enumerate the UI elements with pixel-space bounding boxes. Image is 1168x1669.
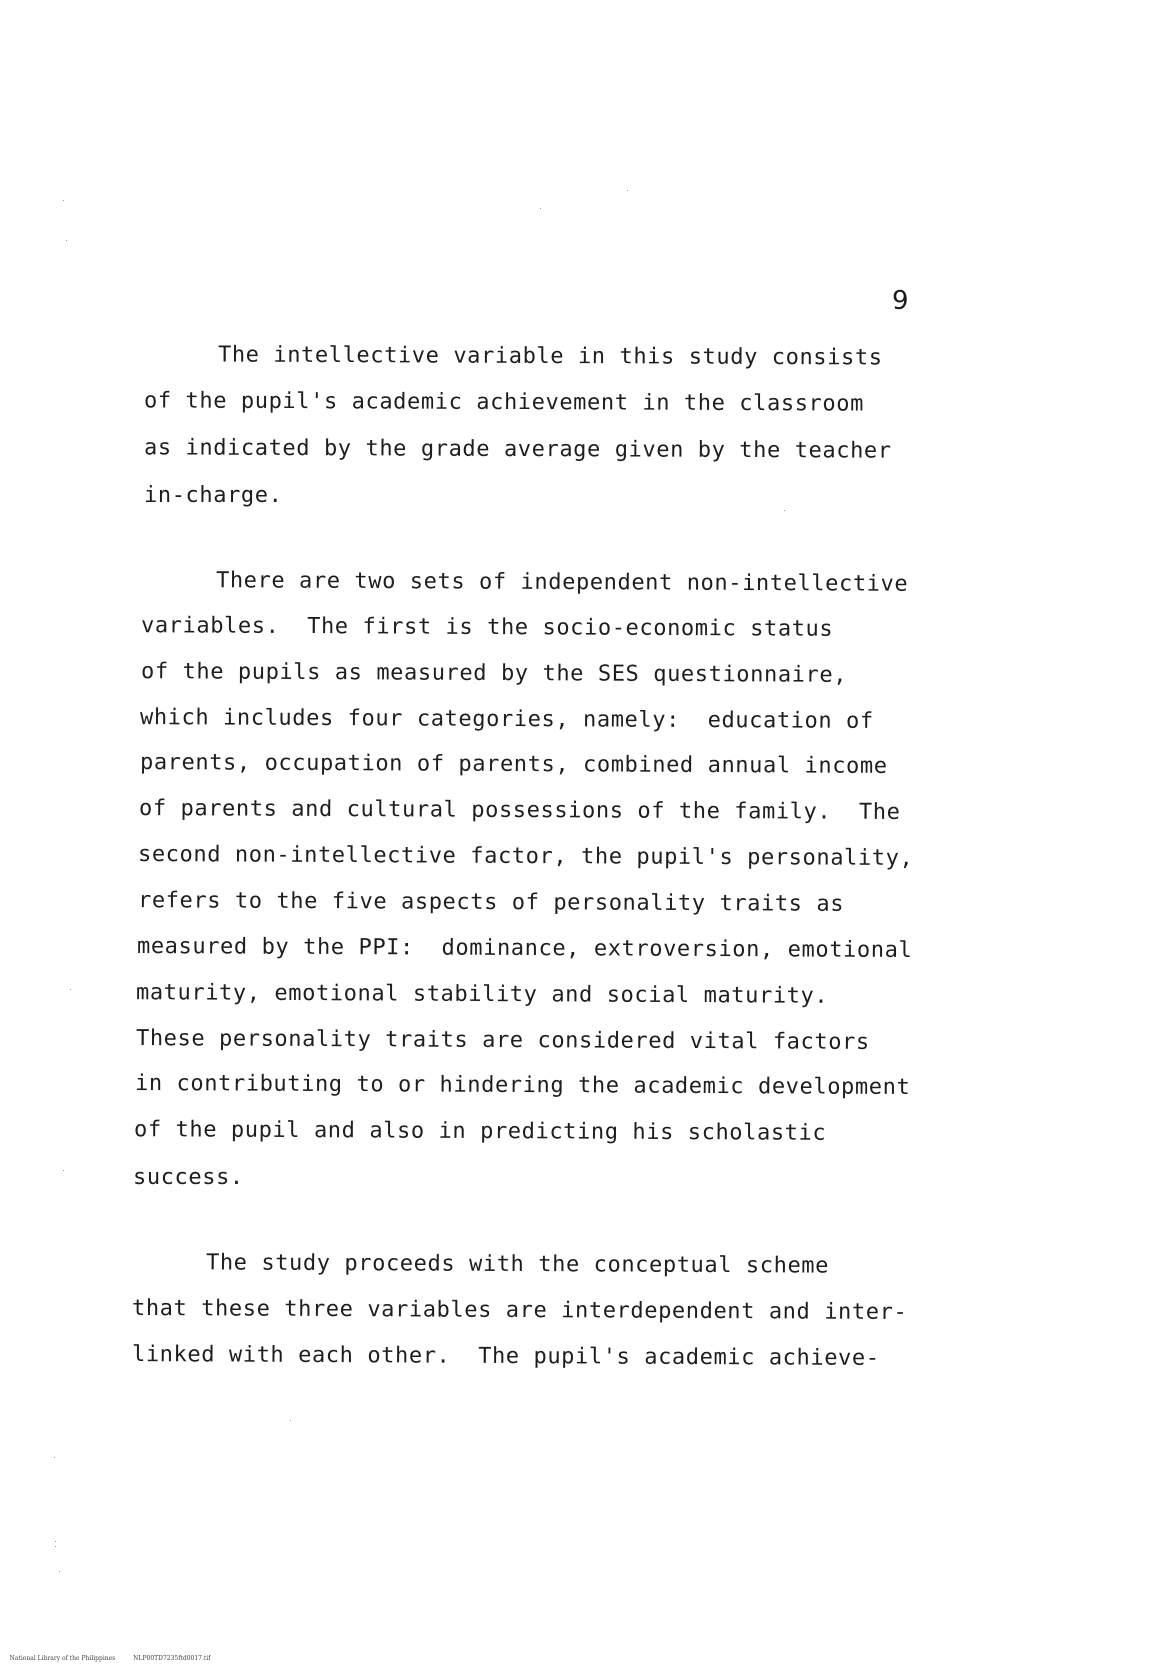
scan-speck <box>55 1546 56 1547</box>
paragraph-2-line-5: parents, occupation of parents, combined annual income <box>139 750 888 779</box>
paragraph-2-line-6: of parents and cultural possessions of the family. The <box>138 796 901 825</box>
scan-speck <box>70 989 71 990</box>
paragraph-3-line-1: The study proceeds with the conceptual scheme <box>205 1250 830 1279</box>
scan-speck <box>627 190 628 191</box>
footer-library: National Library of the Philippines <box>9 1655 116 1662</box>
scan-speck <box>55 1541 56 1542</box>
scan-speck <box>59 1571 60 1572</box>
paragraph-2-line-3: of the pupils as measured by the SES questionnaire, <box>140 659 848 688</box>
paragraph-2-line-8: refers to the five aspects of personality traits as <box>137 888 845 917</box>
paragraph-2-line-1: There are two sets of independent non-intellective <box>215 568 909 597</box>
paragraph-3-line-3: linked with each other. The pupil's academic achieve- <box>131 1342 880 1371</box>
paragraph-1-line-2: of the pupil's academic achievement in the classroom <box>143 388 865 417</box>
paragraph-1-line-3: as indicated by the grade average given by the teacher <box>143 435 892 464</box>
paragraph-2-line-12: in contributing to or hindering the academic development <box>134 1070 911 1101</box>
scan-speck <box>63 200 64 201</box>
scan-footer <box>2 1648 210 1669</box>
paragraph-2-line-13: of the pupil and also in predicting his scholastic <box>133 1117 827 1146</box>
scan-speck <box>290 1420 291 1421</box>
paragraph-2-line-7: second non-intellective factor, the pupil's personality, <box>137 841 914 872</box>
scan-speck <box>784 510 785 511</box>
scan-speck <box>540 208 541 209</box>
paragraph-2-line-14: success. <box>133 1165 244 1190</box>
scan-speck <box>54 1457 55 1458</box>
paragraph-1-line-4: in-charge. <box>144 483 283 508</box>
paragraph-2-line-2: variables. The first is the socio-economic status <box>140 613 834 642</box>
scan-speck <box>63 1170 64 1171</box>
paragraph-2-line-9: measured by the PPI: dominance, extroversion, emotional <box>136 933 913 964</box>
paragraph-2-line-10: maturity, emotional stability and social maturity. <box>135 980 829 1009</box>
paragraph-3-line-2: that these three variables are interdependent and inter- <box>131 1295 908 1326</box>
footer-file: NLP00TD7235ftd0017.tif <box>133 1655 211 1662</box>
paragraph-2-line-4: which includes four categories, namely: education of <box>139 705 874 734</box>
paragraph-2-line-11: These personality traits are considered vital factors <box>135 1026 870 1055</box>
paragraph-1-line-1: The intellective variable in this study consists <box>217 342 883 371</box>
page-number: 9 <box>892 286 909 316</box>
scan-speck <box>66 240 67 241</box>
